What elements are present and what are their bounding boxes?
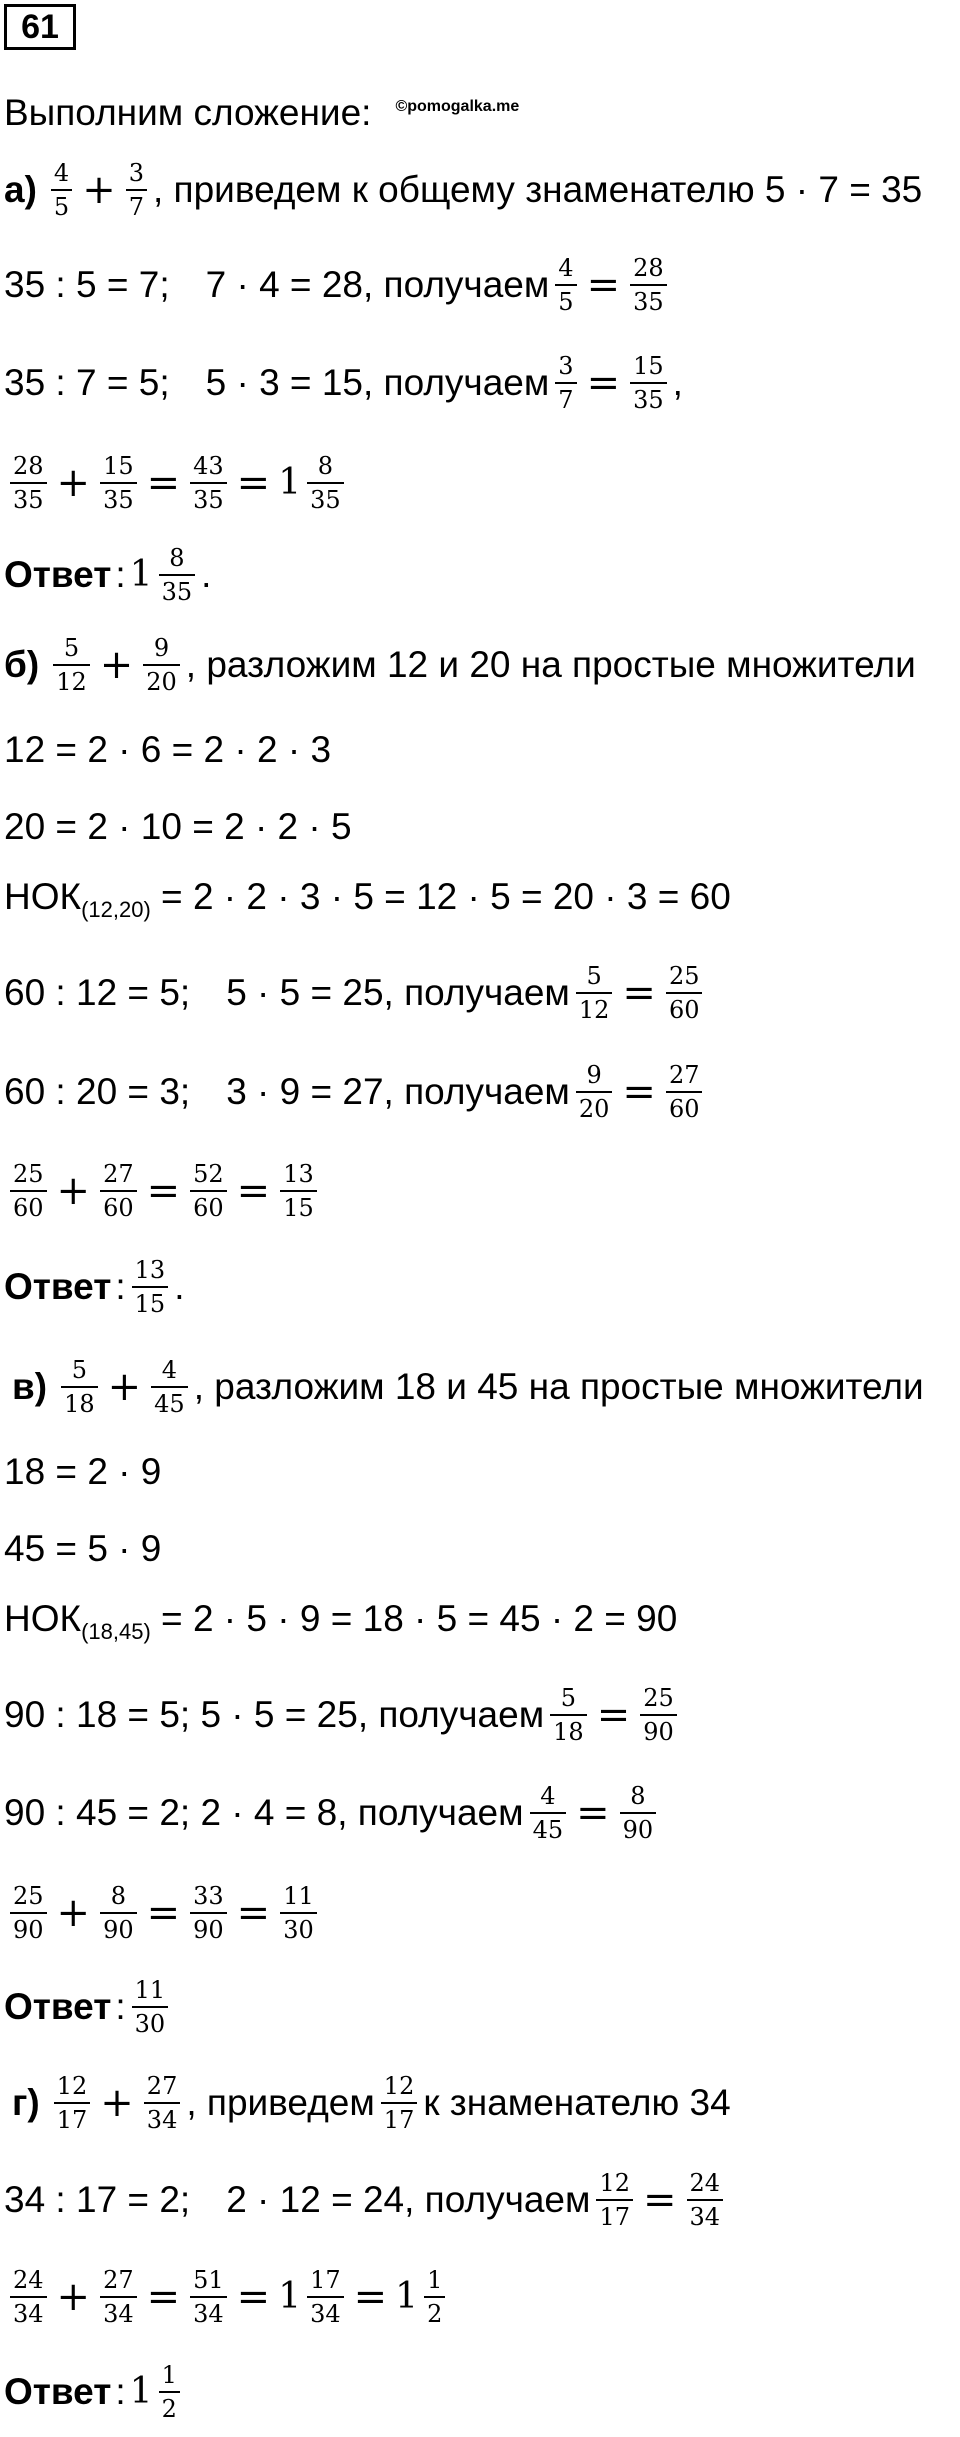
plus-sign: + [100,2080,134,2126]
fraction: $\frac{24}{34}$ [10,2268,47,2326]
whole-part: 1 [278,2276,302,2317]
part-a-answer: Ответ : 1 $\frac{8}{35}$ . [4,544,212,606]
step-text: 35 : 5 = 7; [4,264,170,305]
fraction: $\frac{27}{34}$ [144,2074,181,2132]
part-c-sum [4,1878,323,1948]
fraction: $\frac{25}{60}$ [666,964,703,1022]
step-text: 60 : 12 = 5; [4,972,191,1013]
fraction: $\frac{25}{90}$ [640,1686,677,1744]
part-d-label: г) [12,2082,40,2123]
fraction: $\frac{33}{90}$ [190,1884,227,1942]
step-text: 45 = 5 · 9 [4,1528,162,1569]
step-text: , приведем к общему знаменателю 5 · 7 = 35 [152,169,923,210]
equals-sign: = [586,360,621,406]
step-text: 3 · 9 = 27, получаем [226,1071,570,1112]
fraction: $\frac{11}{30}$ [280,1884,317,1942]
fraction: $\frac{8}{35}$ [159,546,196,604]
fraction: $\frac{12}{17}$ [54,2074,91,2132]
part-a-sum [4,448,350,518]
fraction: $\frac{25}{60}$ [10,1162,47,1220]
fraction: $\frac{1}{2}$ [424,2268,445,2326]
part-d-step-1 [4,2165,729,2235]
part-b-lcm [4,868,731,938]
part-b-factor-12 [4,715,331,785]
equals-sign: = [146,460,181,506]
fraction: $\frac{4}{5}$ [555,256,576,314]
part-d-answer: Ответ : 1 $\frac{1}{2}$ [4,2357,186,2427]
fraction: $\frac{24}{34}$ [687,2171,724,2229]
part-c-factor-45 [4,1514,161,1584]
equals-sign: = [622,1069,656,1115]
equals-sign: = [353,2274,388,2320]
problem-heading [4,82,519,138]
part-a-step-1 [4,250,673,320]
fraction: $\frac{3}{7}$ [555,354,576,412]
equals-sign: = [586,262,621,308]
equals-sign: = [146,1168,181,1214]
fraction: $\frac{15}{35}$ [630,354,667,412]
plus-sign: + [107,1364,142,1410]
part-a-statement [4,155,922,225]
plus-sign: + [56,2274,91,2320]
equals-sign: = [146,1890,181,1936]
equals-sign: = [236,460,271,506]
fraction: $\frac{5}{12}$ [576,964,613,1022]
step-text: 18 = 2 · 9 [4,1451,162,1492]
step-text: 60 : 20 = 3; [4,1071,191,1112]
plus-sign: + [99,642,134,688]
part-b-answer: Ответ : $\frac{13}{15}$ . [4,1256,185,1318]
answer-label: Ответ [4,1266,112,1307]
fraction: $\frac{4}{45}$ [530,1784,567,1842]
fraction: $\frac{8}{90}$ [620,1784,657,1842]
fraction: $\frac{5}{12}$ [53,636,90,694]
fraction: $\frac{1}{2}$ [159,2363,180,2421]
equals-sign: = [576,1790,610,1836]
step-text: $НОК_{(12,20)} = 2 \cdot 2 \cdot 3 \cdot 5 = 12 \cdot 5 = 20 \cdot 3 = 60$ [4,875,731,922]
step-text: , разложим 12 и 20 на простые множители [185,644,916,685]
part-a-step-2: 35 : 7 = 5; 5 · 3 = 15, получаем $\frac{3}{7}$ = $\frac{15}{35}$ , [4,352,683,414]
equals-sign: = [146,2274,181,2320]
plus-sign: + [56,1168,91,1214]
fraction: $\frac{8}{35}$ [307,454,344,512]
watermark: ©pomogalka.me [395,98,520,115]
fraction: $\frac{5}{18}$ [550,1686,587,1744]
fraction: $\frac{8}{90}$ [100,1884,137,1942]
fraction: $\frac{9}{20}$ [143,636,180,694]
part-b-step-1 [4,958,708,1028]
part-b-statement [4,630,916,700]
fraction: $\frac{27}{60}$ [100,1162,137,1220]
fraction: $\frac{9}{20}$ [576,1063,613,1121]
equals-sign: = [236,2274,271,2320]
step-text: 35 : 7 = 5; [4,362,170,403]
equals-sign: = [596,1692,631,1738]
step-text: 7 · 4 = 28, получаем [205,264,550,305]
fraction: $\frac{4}{45}$ [151,1358,188,1416]
step-text: 20 = 2 · 10 = 2 · 2 · 5 [4,806,352,847]
step-text: 90 : 45 = 2; 2 · 4 = 8, получаем [4,1792,524,1833]
part-b-label: б) [4,644,40,685]
whole-part: 1 [129,2371,153,2412]
heading-text: Выполним сложение: [4,92,372,133]
equals-sign: = [643,2177,677,2223]
fraction: $\frac{13}{15}$ [132,1258,169,1316]
fraction: $\frac{27}{60}$ [666,1063,703,1121]
part-c-lcm [4,1590,677,1660]
equals-sign: = [236,1890,271,1936]
part-c-step-1 [4,1680,683,1750]
fraction: $\frac{3}{7}$ [126,161,147,219]
fraction: $\frac{25}{90}$ [10,1884,47,1942]
fraction: $\frac{27}{34}$ [100,2268,137,2326]
step-text: 34 : 17 = 2; [4,2179,191,2220]
whole-part: 1 [278,462,302,503]
equals-sign: = [236,1168,271,1214]
fraction: $\frac{28}{35}$ [630,256,667,314]
fraction: $\frac{28}{35}$ [10,454,47,512]
answer-label: Ответ [4,2371,112,2412]
step-text: 12 = 2 · 6 = 2 · 2 · 3 [4,729,332,770]
step-text: 90 : 18 = 5; 5 · 5 = 25, получаем [4,1694,545,1735]
fraction: $\frac{15}{35}$ [100,454,137,512]
part-d-sum [4,2262,451,2332]
whole-part: 1 [395,2276,419,2317]
fraction: $\frac{5}{18}$ [61,1358,98,1416]
answer-label: Ответ [4,1986,112,2027]
problem-number: 61 [4,4,76,50]
part-d-statement [4,2068,731,2138]
plus-sign: + [82,167,116,213]
step-text: $НОК_{(18,45)} = 2 \cdot 5 \cdot 9 = 18 \cdot 5 = 45 \cdot 2 = 90$ [4,1597,678,1644]
part-c-statement [4,1352,924,1422]
fraction: $\frac{13}{15}$ [280,1162,317,1220]
part-c-answer: Ответ : $\frac{11}{30}$ [4,1972,174,2042]
fraction: $\frac{52}{60}$ [190,1162,227,1220]
equals-sign: = [622,970,656,1016]
step-text: 5 · 5 = 25, получаем [226,972,570,1013]
fraction: $\frac{11}{30}$ [132,1978,169,2036]
fraction: $\frac{43}{35}$ [190,454,227,512]
step-text: , разложим 18 и 45 на простые множители [193,1366,924,1407]
step-text: , приведем [186,2082,375,2123]
part-b-step-2 [4,1057,708,1127]
plus-sign: + [56,460,91,506]
step-text: 5 · 3 = 15, получаем [205,362,550,403]
fraction: $\frac{12}{17}$ [381,2074,418,2132]
part-c-label: в) [12,1366,48,1407]
step-text: к знаменателю 34 [423,2082,731,2123]
fraction: $\frac{51}{34}$ [190,2268,227,2326]
part-a-label: а) [4,169,37,210]
step-text: 2 · 12 = 24, получаем [226,2179,591,2220]
part-c-step-2 [4,1778,662,1848]
fraction: $\frac{17}{34}$ [307,2268,344,2326]
answer-label: Ответ [4,554,112,595]
fraction: $\frac{12}{17}$ [596,2171,633,2229]
part-b-factor-20 [4,792,352,862]
part-c-factor-18 [4,1437,161,1507]
whole-part: 1 [129,554,153,595]
fraction: $\frac{4}{5}$ [51,161,72,219]
part-b-sum [4,1156,323,1226]
plus-sign: + [56,1890,91,1936]
